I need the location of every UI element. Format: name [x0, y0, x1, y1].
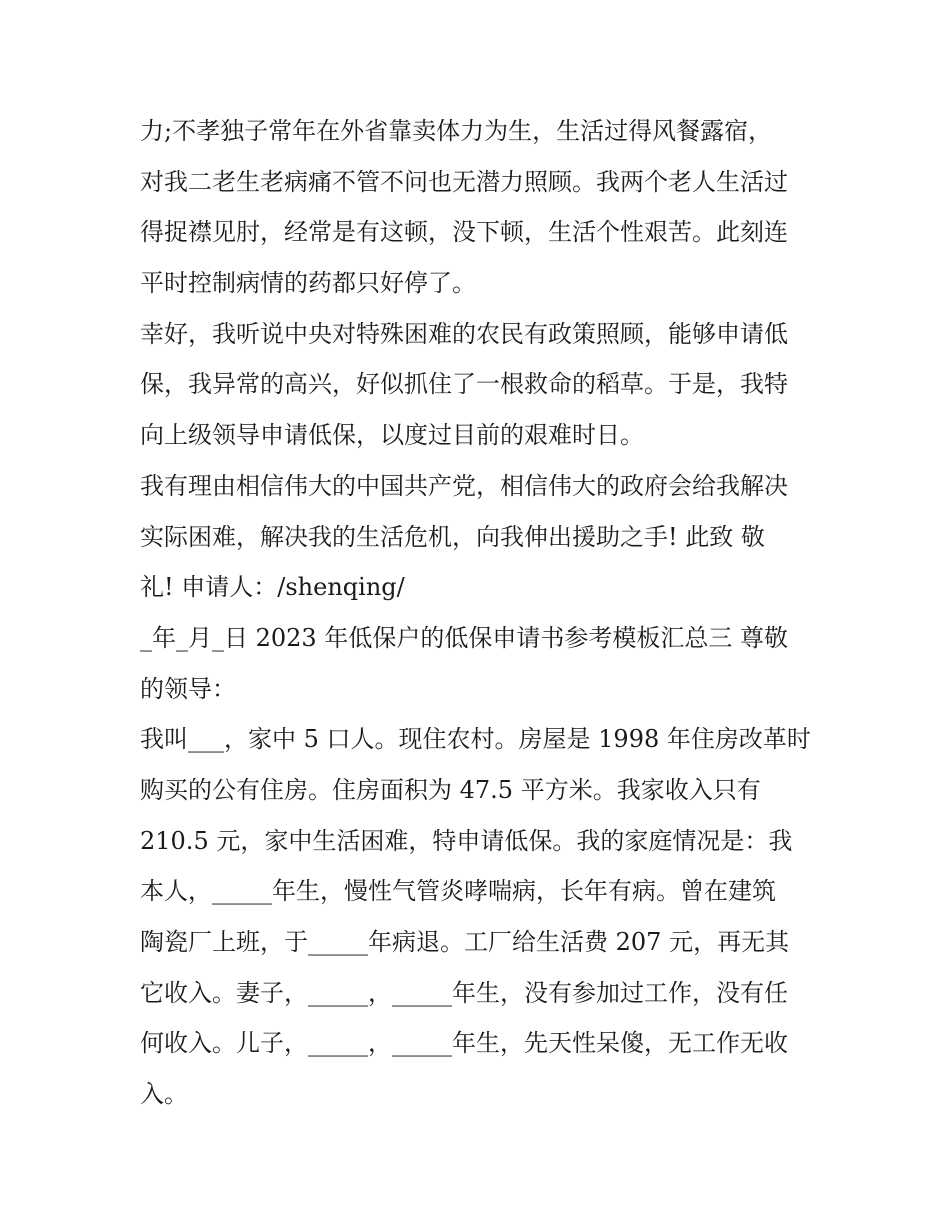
text-line: _年_月_日 2023 年低保户的低保申请书参考模板汇总三 尊敬: [140, 623, 788, 652]
text-line: 平时控制病情的药都只好停了。: [140, 269, 476, 298]
text-line: 它收入。妻子，_____，_____年生，没有参加过工作，没有任: [140, 978, 788, 1007]
text-line: 我叫___，家中 5 口人。现住农村。房屋是 1998 年住房改革时: [140, 725, 811, 754]
text-line: 幸好，我听说中央对特殊困难的农民有政策照顾，能够申请低: [140, 319, 788, 348]
text-line: 何收入。儿子，_____，_____年生，先天性呆傻，无工作无收: [140, 1029, 788, 1058]
document-body: [140, 106, 820, 1120]
text-line: 入。: [140, 1080, 188, 1109]
text-line: 礼! 申请人：/shenqing/: [140, 573, 405, 602]
text-line: 向上级领导申请低保，以度过目前的艰难时日。: [140, 421, 644, 450]
text-line: 得捉襟见肘，经常是有这顿，没下顿，生活个性艰苦。此刻连: [140, 218, 788, 247]
text-line: 陶瓷厂上班，于_____年病退。工厂给生活费 207 元，再无其: [140, 928, 790, 956]
text-line: 210.5 元，家中生活困难，特申请低保。我的家庭情况是：我: [140, 826, 793, 855]
text-line: 实际困难，解决我的生活危机，向我伸出援助之手! 此致 敬: [140, 522, 765, 551]
text-line: 力;不孝独子常年在外省靠卖体力为生，生活过得风餐露宿，: [140, 117, 773, 145]
text-line: 本人，_____年生，慢性气管炎哮喘病，长年有病。曾在建筑: [140, 877, 776, 906]
text-line: 我有理由相信伟大的中国共产党，相信伟大的政府会给我解决: [140, 471, 788, 500]
text-line: 的领导：: [140, 674, 236, 703]
text-line: 购买的公有住房。住房面积为 47.5 平方米。我家收入只有: [140, 775, 761, 804]
text-line: 保，我异常的高兴，好似抓住了一根救命的稻草。于是，我特: [140, 370, 788, 399]
text-line: 对我二老生老病痛不管不问也无潜力照顾。我两个老人生活过: [140, 167, 788, 196]
